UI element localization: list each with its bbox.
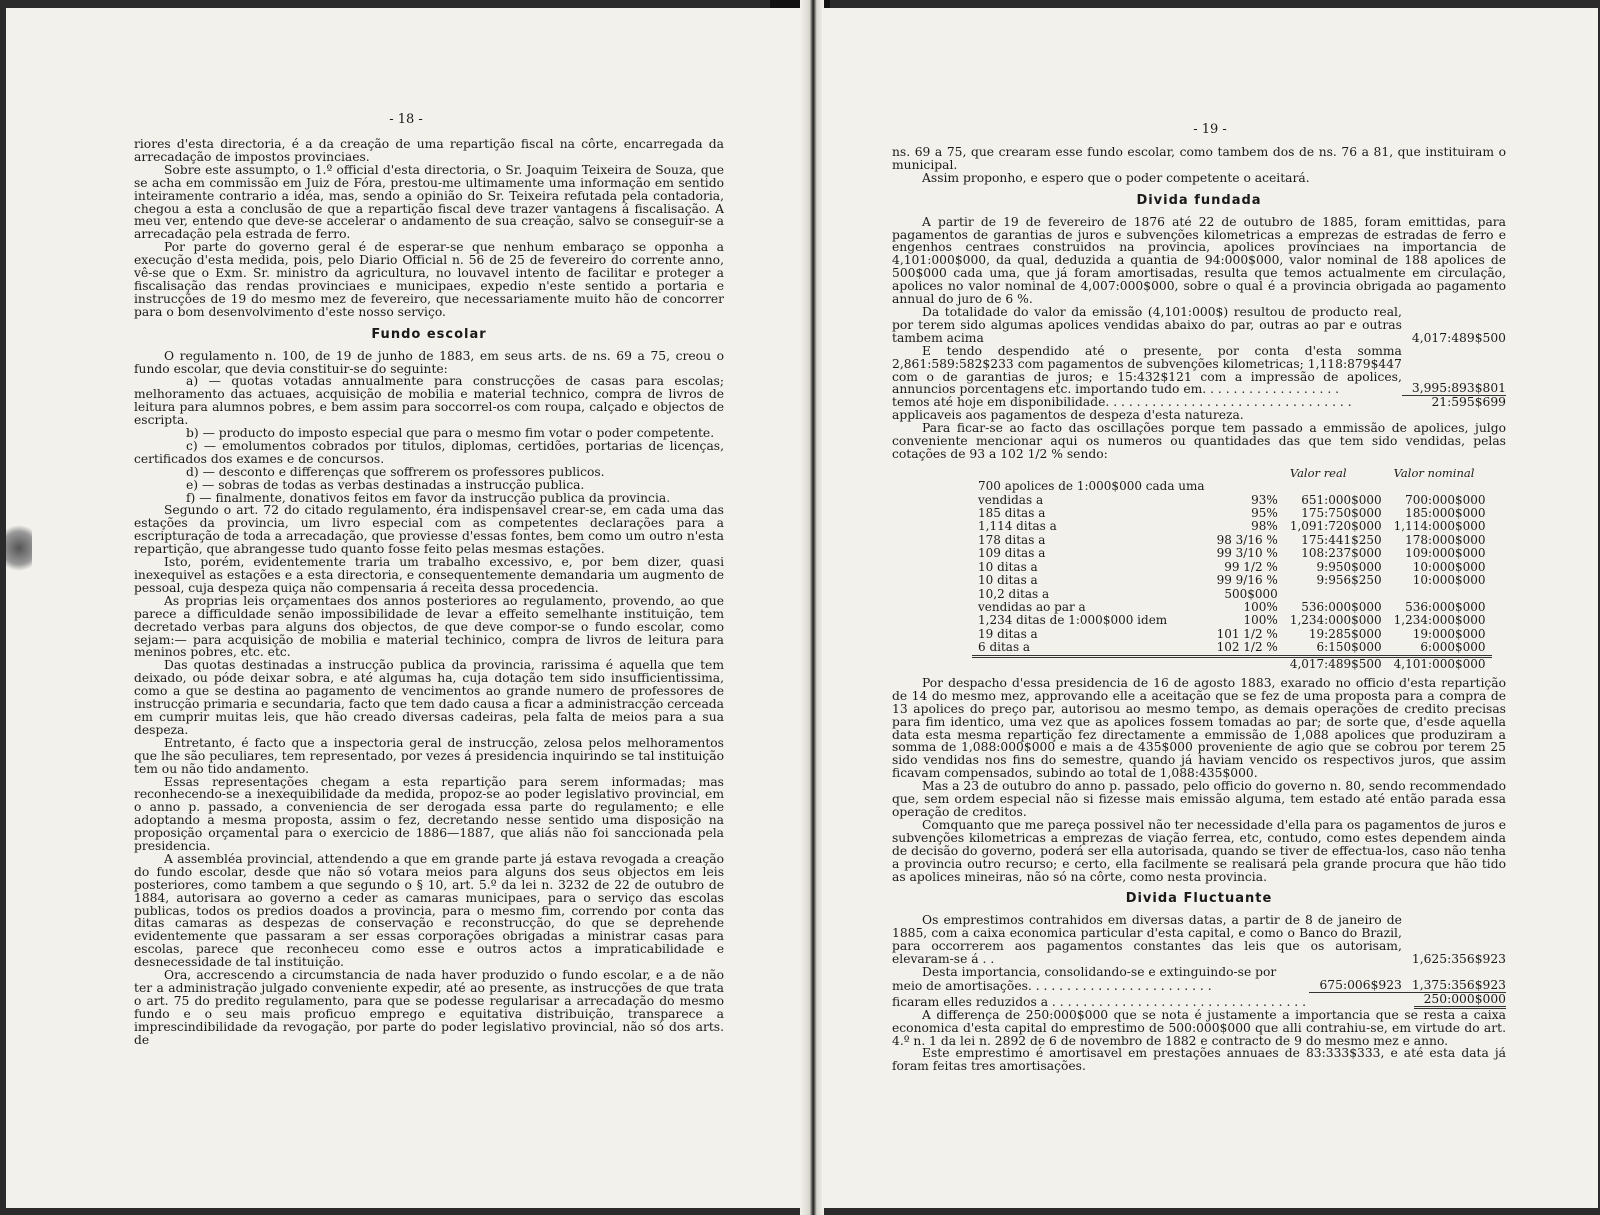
table-cell: 19:285$000 bbox=[1308, 626, 1382, 641]
table-row bbox=[972, 494, 1492, 507]
table-cell: 6 ditas a bbox=[978, 640, 1031, 655]
table-cell: 19 ditas a bbox=[978, 626, 1038, 641]
table-cell bbox=[1284, 480, 1388, 493]
table-cell: 700 apolices de 1:000$000 cada uma bbox=[978, 479, 1205, 494]
table-row bbox=[972, 507, 1492, 520]
amount: 4,017:489$500 bbox=[1411, 330, 1506, 345]
paragraph: Segundo o art. 72 do citado regulamento, éra indispensavel crear-se, em cada uma das estações da provincia, um livro especial com as competentes declarações para a escripturação de toda a arrecadação, que proviesse d'essas fontes, bem como um outro n'esta repartição, que abrangesse tudo quanto fosse feito pelas mesmas estações. bbox=[134, 503, 724, 557]
table-totals bbox=[972, 656, 1492, 671]
table-row bbox=[972, 574, 1492, 587]
table-cell: 651:000$000 bbox=[1301, 492, 1382, 507]
table-cell: 6:150$000 bbox=[1316, 640, 1382, 655]
table-cell: 536:000$000 bbox=[1405, 599, 1486, 614]
paragraph: Este emprestimo é amortisavel em prestações annuaes de 83:333$333, e até esta data já foram feitas tres amortisações. bbox=[892, 1046, 1506, 1074]
table-body bbox=[972, 480, 1492, 656]
table-cell: 1,234:000$000 bbox=[1289, 613, 1382, 628]
table-cell bbox=[1284, 588, 1388, 601]
table-cell: 99 9/16 % bbox=[1216, 573, 1278, 588]
page-number: - 18 - bbox=[389, 112, 423, 127]
paragraph: A assembléa provincial, attendendo a que em grande parte já estava revogada a creação do fundo escolar, desde que não só votara meios para alguns dos seus objectos em leis posteriores, como tambem a que segundo o § 10, art. 5.º da lei n. 3232 de 22 de outubro de 1884, autorisara ao governo a ceder as camaras municipaes, para o serviço das escolas publicas, todos os predios doados a provincia, para o mesmo fim, correndo por conta das ditas camaras as despezas de conservação e reconstrucção, do que se deprehende evidentemente que passaram a ser essas corporações obrigadas a ministrar casas para escolas, parece que reconheceu como esse e outros actos a impraticabilidade e desnecessidade de tal instituição. bbox=[134, 851, 724, 970]
table-cell bbox=[1388, 588, 1492, 601]
table-cell: 98 3/16 % bbox=[1216, 532, 1278, 547]
table-row bbox=[972, 641, 1492, 656]
page-number: - 19 - bbox=[1193, 122, 1227, 137]
right-text-column bbox=[892, 146, 1506, 1073]
paragraph: Ora, accrescendo a circumstancia de nada haver produzido o fundo escolar, e a de não ter a administração julgado conveniente expedir, até ao presente, as instrucções de que trata o art. 75 do predito regulamento, para que se podesse regularisar a arrecadação do mesmo fundo e o seu mais proficuo emprego e equitativa distribuição, transparece a imprescindibilidade da revogação, por parte do poder legislativo provincial, não só dos arts. de bbox=[134, 968, 724, 1047]
paragraph: A partir de 19 de fevereiro de 1876 até 22 de outubro de 1885, foram emittidas, para pagamentos de garantias de juros e subvenções kilometricas a emprezas de estradas de ferro e engenhos centraes construidos na provincia, apolices provinciaes na importancia de 4,101:000$000, da qual, deduzida a quantia de 94:000$000, valor nominal de 188 apolices de 500$000 cada uma, que já foram amortisadas, resulta que temos actualmente em circulação, apolices no valor nominal de 4,007:000$000, sobre o qual é a provincia obrigada ao pagamento annual do juro de 6 %. bbox=[892, 214, 1506, 307]
table-row bbox=[972, 547, 1492, 560]
paragraph: Mas a 23 de outubro do anno p. passado, pelo officio do governo n. 80, sendo recommendado que, sem ordem especial não si fizesse mais emissão alguma, tem estado até então parada essa operação de creditos. bbox=[892, 779, 1506, 819]
table-row bbox=[972, 480, 1492, 493]
left-page bbox=[6, 8, 806, 1208]
list-item: e) — sobras de todas as verbas destinadas a instrucção publica. bbox=[186, 477, 585, 492]
table-cell: 6:000$000 bbox=[1420, 640, 1486, 655]
section-heading: Divida Fluctuante bbox=[1125, 891, 1273, 907]
table-cell: 99 3/10 % bbox=[1216, 546, 1278, 561]
section-heading: Fundo escolar bbox=[371, 326, 487, 342]
list-item: b) — producto do imposto especial que para o mesmo fim votar o poder competente. bbox=[186, 426, 715, 441]
table-cell: 1,114:000$000 bbox=[1393, 519, 1486, 534]
table-cell: vendidas a bbox=[978, 492, 1044, 507]
table-cell: 98% bbox=[1251, 519, 1278, 534]
table-cell: 700:000$000 bbox=[1405, 492, 1486, 507]
table-cell: 10 ditas a bbox=[978, 573, 1038, 588]
table-cell: 109:000$000 bbox=[1405, 546, 1486, 561]
table-cell: 1,114 ditas a bbox=[978, 519, 1057, 534]
paragraph: Desta importancia, consolidando-se e extinguindo-se por bbox=[922, 964, 1277, 979]
paragraph: Por parte do governo geral é de esperar-se que nenhum embaraço se opponha a execução d'esta medida, pois, pelo Diario Official n. 56 de 25 de fevereiro do corrente anno, vê-se que o Exm. Sr. ministro da agricultura, no louvavel intento de facilitar e proteger a fiscalisação das rendas provinciaes e municipaes, expedio n'este sentido a portaria e instrucções de 19 do mesmo mez de fevereiro, que necessariamente muito hão de concorrer para o bom desenvolvimento d'este nosso serviço. bbox=[134, 240, 724, 319]
paragraph: Os emprestimos contrahidos em diversas datas, a partir de 8 de janeiro de 1885, com a caixa economica particular d'esta capital, e como o Banco do Brazil, para occorrerem aos pagamentos constantes das leis que os autorisam, elevaram-se á . . bbox=[892, 913, 1402, 967]
totality-line bbox=[892, 306, 1506, 345]
table-cell: 10,2 ditas a bbox=[978, 586, 1050, 601]
paragraph: ns. 69 a 75, que crearam esse fundo escolar, como tambem dos de ns. 76 a 81, que instituiram o municipal. bbox=[892, 145, 1506, 172]
total-nominal: 4,101:000$000 bbox=[1388, 656, 1492, 671]
table-cell: 1,091:720$000 bbox=[1289, 519, 1382, 534]
total-real: 4,017:489$500 bbox=[1284, 656, 1388, 671]
book-gutter bbox=[800, 0, 824, 1215]
paragraph: E tendo despendido até o presente, por conta d'esta somma 2,861:589:582$233 com pagamentos de subvenções kilometricas; 1,118:879$447 com o de garantias de juros; e 15:432$121 com a impressão de apolices, annuncios porcentagens etc. importando tudo em. . . . . . . . . . . . . . . . . . bbox=[892, 343, 1402, 397]
paragraph: riores d'esta directoria, é a da creação de uma repartição fiscal na côrte, encarregada da arrecadação de impostos provinciaes. bbox=[134, 137, 724, 164]
table-cell: 10:000$000 bbox=[1412, 559, 1486, 574]
table-cell: 10 ditas a bbox=[978, 559, 1038, 574]
table-row bbox=[972, 561, 1492, 574]
table-cell: 19:000$000 bbox=[1412, 626, 1486, 641]
reduced-line bbox=[892, 993, 1506, 1009]
paragraph: ficaram elles reduzidos a . . . . . . . . . . . . . . . . . . . . . . . . . . . . . . . . . bbox=[892, 994, 1307, 1009]
table-cell: 10:000$000 bbox=[1412, 573, 1486, 588]
paragraph: Essas representações chegam a esta repartição para serem informadas; mas reconhecendo-se a inexequibilidade da medida, propoz-se ao poder legislativo provincial, em o anno p. passado, a conveniencia de ser derogada essa parte do regulamento; e elle adoptando a mesma proposta, assim o fez, decretando nesse sentido uma disposição na proposição orçamental para o exercicio de 1886—1887, que aliás não foi sanccionada pela presidencia. bbox=[134, 774, 724, 854]
table-cell: 101 1/2 % bbox=[1216, 626, 1278, 641]
paragraph: meio de amortisações. . . . . . . . . . . . . . . . . . . . . . . . bbox=[892, 978, 1212, 993]
table-cell: 9:950$000 bbox=[1316, 559, 1382, 574]
table-cell: 1,234:000$000 bbox=[1393, 613, 1486, 628]
table-cell: vendidas ao par a bbox=[978, 599, 1086, 614]
paragraph: Isto, porém, evidentemente traria um trabalho excessivo, e, por bem dizer, quasi inexequivel as estações e a esta directoria, e consequentemente demandaria um augmento de pessoal, cuja despeza quiça não compensaria á receita dessa procedencia. bbox=[134, 555, 724, 595]
paragraph: Sobre este assumpto, o 1.º official d'esta directoria, o Sr. Joaquim Teixeira de Souza, que se acha em commissão em Juiz de Fóra, prestou-me ultimamente uma informação em sentido inteiramente contrario a idéa, mas, sendo a opinião do Sr. Teixeira refutada pela contadoria, chegou a esta a conclusão de que a repartição fiscal deve trazer vantagens á fiscalisação. A meu ver, entendo que deve-se accelerar o andamento de sua creação, salvo se conseguir-se a arrecadação pela estrada de ferro. bbox=[134, 162, 724, 242]
paragraph: O regulamento n. 100, de 19 de junho de 1883, em seus arts. de ns. 69 a 75, creou o fundo escolar, que devia constituir-se do seguinte: bbox=[134, 348, 724, 376]
loans-line bbox=[892, 914, 1506, 966]
amount: 1,375:356$923 bbox=[1402, 979, 1506, 993]
table-cell: 178 ditas a bbox=[978, 532, 1046, 547]
table-row bbox=[972, 520, 1492, 533]
table-cell: 95% bbox=[1251, 506, 1278, 521]
table-cell: 102 1/2 % bbox=[1216, 640, 1278, 655]
table-cell: 99 1/2 % bbox=[1224, 559, 1278, 574]
expended-line bbox=[892, 345, 1506, 397]
paragraph: As proprias leis orçamentaes dos annos posteriores ao regulamento, provendo, ao que parece a difficuldade senão impossibilidade de levar a effeito semelhante instituição, tem decretado verbas para alguns dos objectos, de que deve compor-se o fundo escolar, como sejam:— para acquisição de mobilia e material techinico, compra de livros de leitura para meninos pobres, etc. etc. bbox=[134, 593, 724, 660]
paragraph: A differença de 250:000$000 que se nota é justamente a importancia que se resta a caixa economica d'esta capital do emprestimo de 500:000$000 que alli contrahiu-se, em virtude do art. 4.º n. 1 da lei n. 2892 de 6 de novembro de 1882 e contracto de 9 do mesmo mez e anno. bbox=[892, 1007, 1506, 1048]
paragraph: Comquanto que me pareça possivel não ter necessidade d'ella para os pagamentos de juros e subvenções kilometricas a emprezas de viação ferrea, etc, contudo, como estes dependem ainda de decisão do governo, poderá ser ella autorisada, quando se tiver de effectua-los, caso não tenha a provincia outro recurso; e certo, ella facilmente se realisará pela grande procura que hão tido as apolices mineiras, não só na côrte, como nesta provincia. bbox=[892, 817, 1506, 884]
paragraph: Da totalidade do valor da emissão (4,101:000$) resultou de producto real, por terem sido algumas apolices vendidas abaixo do par, outras ao par e outras tambem acima bbox=[892, 304, 1402, 345]
table-cell: 108:237$000 bbox=[1301, 546, 1382, 561]
list-item: c) — emolumentos cobrados por titulos, diplomas, certidões, portarias de licenças, certificados dos exames e de concursos. bbox=[134, 438, 724, 466]
list-item: f) — finalmente, donativos feitos em favor da instrucção publica da provincia. bbox=[186, 490, 671, 505]
table-cell: 500$000 bbox=[1224, 586, 1278, 601]
table-row bbox=[972, 614, 1492, 627]
amount: 3,995:893$801 bbox=[1402, 382, 1506, 396]
binding-hole bbox=[6, 518, 32, 578]
list-item: a) — quotas votadas annualmente para construcções de casas para escolas; melhoramento das actuaes, acquisição de mobilia e material technico, compra de livros de leitura para alumnos pobres, e bem assim para soccorrel-os com roupa, calçado e objectos de escripta. bbox=[134, 374, 724, 428]
apolices-table bbox=[972, 467, 1492, 671]
table-row bbox=[972, 588, 1492, 601]
table-row bbox=[972, 601, 1492, 614]
paragraph: applicaveis aos pagamentos de despeza d'esta natureza. bbox=[892, 408, 1244, 423]
table-cell: 1,234 ditas de 1:000$000 idem bbox=[978, 613, 1168, 628]
right-page bbox=[822, 8, 1598, 1208]
section-heading: Divida fundada bbox=[1136, 192, 1262, 208]
paragraph: Por despacho d'essa presidencia de 16 de agosto 1883, exarado no officio d'esta repartição de 14 do mesmo mez, approvando elle a aceitação que se fez de uma proposta para a compra de 13 apolices do preço par, autorisou ao mesmo tempo, as demais operações de credito precisas para fim identico, uma vez que as apolices fossem tomadas ao par; de sorte que, d'esde aquella data esta mesma repartição fez directamente a emmissão de 1,088 apolices que produziram a somma de 1,088:000$000 e mais a de 435$000 proveniente de agio que se cobrou por terem 25 sido vendidas nos fins do semestre, quando já haviam vencido os respectivos juros, que assim ficavam compensados, subindo ao total de 1,088:435$000. bbox=[892, 675, 1506, 781]
amortization-line bbox=[892, 979, 1506, 993]
amount: 1,625:356$923 bbox=[1411, 952, 1506, 967]
column-header: Valor nominal bbox=[1393, 465, 1475, 480]
amount: 675:006$923 bbox=[1309, 979, 1401, 993]
table-cell: 109 ditas a bbox=[978, 546, 1046, 561]
paragraph: Assim proponho, e espero que o poder competente o aceitará. bbox=[922, 170, 1310, 185]
table-cell: 175:750$000 bbox=[1301, 506, 1382, 521]
table-cell: 536:000$000 bbox=[1301, 599, 1382, 614]
list-item: d) — desconto e differenças que soffrerem os professores publicos. bbox=[186, 464, 605, 479]
table-cell: 178:000$000 bbox=[1405, 532, 1486, 547]
amount: 250:000$000 bbox=[1414, 993, 1506, 1009]
amount: 21:595$699 bbox=[1431, 395, 1506, 410]
column-header: Valor real bbox=[1289, 465, 1347, 480]
left-text-column bbox=[134, 138, 724, 1047]
table-row bbox=[972, 534, 1492, 547]
table-cell: 100% bbox=[1243, 613, 1278, 628]
table-cell bbox=[1388, 480, 1492, 493]
table-cell: 185 ditas a bbox=[978, 506, 1046, 521]
table-cell bbox=[1211, 480, 1284, 493]
paragraph: Para ficar-se ao facto das oscillações porque tem passado a emmissão de apolices, julgo conveniente mencionar aqui os numeros ou quantidades das que tem sido vendidas, pelas cotações de 93 a 102 1/2 % sendo: bbox=[892, 421, 1506, 461]
table-cell: 185:000$000 bbox=[1405, 506, 1486, 521]
paragraph: temos até hoje em disponibilidade. . . . . . . . . . . . . . . . . . . . . . . . . . . . . . . . bbox=[892, 395, 1352, 410]
table-cell: 175:441$250 bbox=[1301, 532, 1382, 547]
table-cell: 93% bbox=[1251, 492, 1278, 507]
paragraph: Entretanto, é facto que a inspectoria geral de instrucção, zelosa pelos melhoramentos que lhe são peculiares, tem representado, por vezes á presidencia inquirindo se tal instituição tem ou não tido andamento. bbox=[134, 735, 724, 776]
paragraph: Das quotas destinadas a instrucção publica da provincia, rarissima é aquella que tem deixado, ou póde deixar sobra, e até algumas ha, cuja dotação tem sido insufficientissima, como a que se destina ao pagamento de vencimentos ao grande numero de professores de instrucção primaria e secundaria, facto que tem dado causa a ficar a administracção cerceada em cumprir muitas leis, que hão creado diversas cadeiras, pela falta de meios para a sua despeza. bbox=[134, 658, 724, 737]
table-header bbox=[972, 467, 1492, 480]
table-row bbox=[972, 628, 1492, 641]
table-cell: 9:956$250 bbox=[1316, 573, 1382, 588]
table-cell: 100% bbox=[1243, 599, 1278, 614]
